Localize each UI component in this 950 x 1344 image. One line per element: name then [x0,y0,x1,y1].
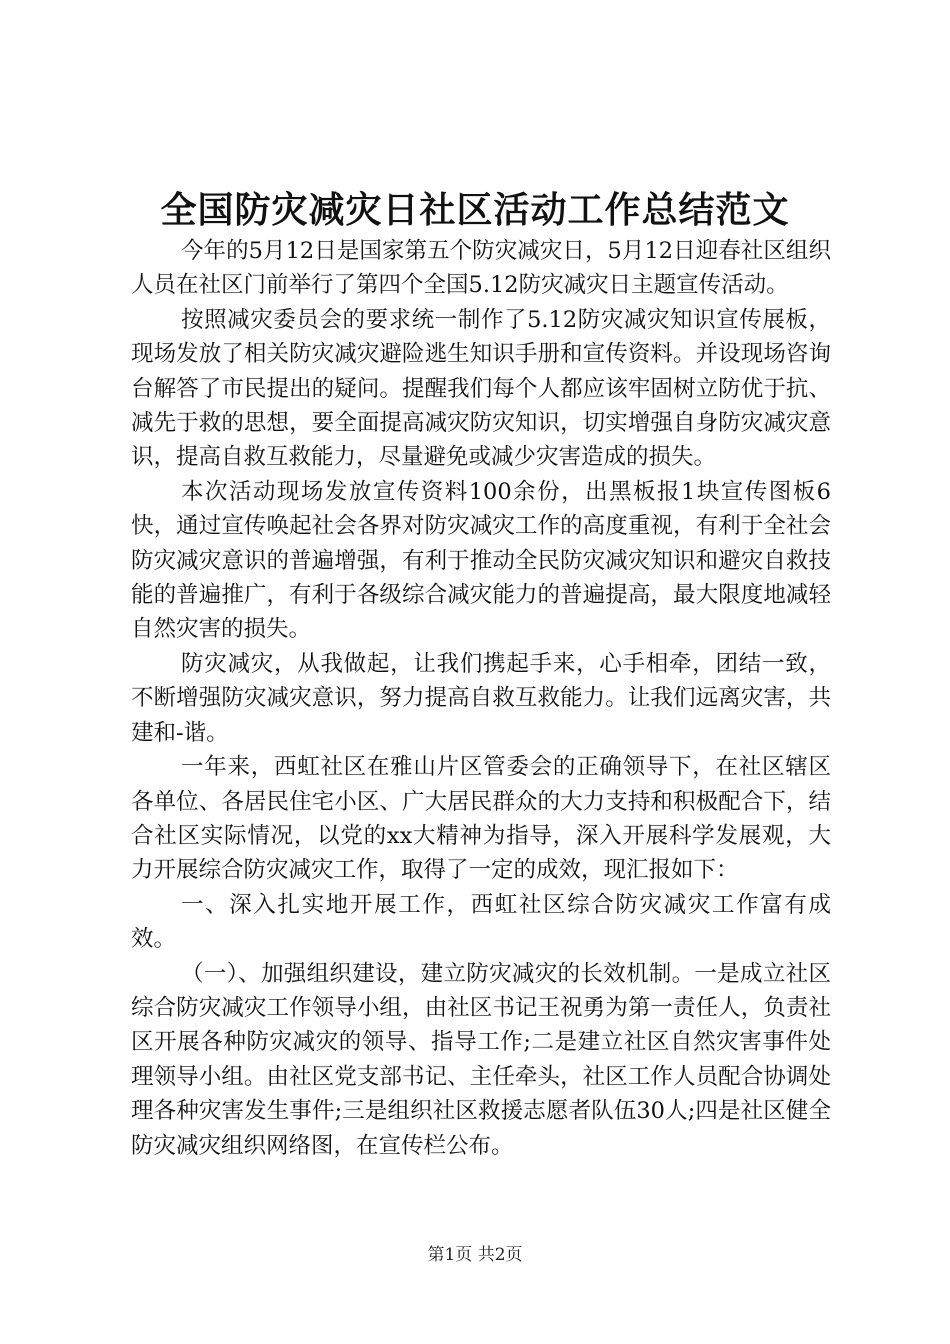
document-title: 全国防灾减灾日社区活动工作总结范文 [160,189,790,231]
paragraph-6: 一、深入扎实地开展工作，西虹社区综合防灾减灾工作富有成效。 [131,891,831,953]
paragraph-3: 本次活动现场发放宣传资料100余份，出黑板报1块宣传图板6快，通过宣传唤起社会各界对防灾减灾工作的高度重视，有利于全社会防灾减灾意识的普遍增强，有利于推动全民防灾减灾知识和避灾自救技能的普遍推广，有利于各级综合减灾能力的普遍提高，最大限度地减轻自然灾害的损失。 [131,478,831,643]
page-number-footer: 第1页 共2页 [427,1245,523,1265]
paragraph-7: （一）、加强组织建设，建立防灾减灾的长效机制。一是成立社区综合防灾减灾工作领导小组，由社区书记王祝勇为第一责任人，负责社区开展各种防灾减灾的领导、指导工作;二是建立社区自然灾害事件处理领导小组。由社区党支部书记、主任牵头，社区工作人员配合协调处理各种灾害发生事件;三是组织社区救援志愿者队伍30人;四是社区健全防灾减灾组织网络图，在宣传栏公布。 [131,960,831,1159]
paragraph-5: 一年来，西虹社区在雅山片区管委会的正确领导下，在社区辖区各单位、各居民住宅小区、广大居民群众的大力支持和积极配合下，结合社区实际情况，以党的xx大精神为指导，深入开展科学发展观，大力开展综合防灾减灾工作，取得了一定的成效，现汇报如下： [131,754,831,884]
paragraph-1: 今年的5月12日是国家第五个防灾减灾日，5月12日迎春社区组织人员在社区门前举行了第四个全国5.12防灾减灾日主题宣传活动。 [131,238,831,299]
document-body [131,234,831,1163]
paragraph-4: 防灾减灾，从我做起，让我们携起手来，心手相牵，团结一致，不断增强防灾减灾意识，努力提高自救互救能力。让我们远离灾害，共建和-谐。 [131,650,831,746]
paragraph-2: 按照减灾委员会的要求统一制作了5.12防灾减灾知识宣传展板，现场发放了相关防灾减灾避险逃生知识手册和宣传资料。并设现场咨询台解答了市民提出的疑问。提醒我们每个人都应该牢固树立防优于抗、减先于救的思想，要全面提高减灾防灾知识，切实增强自身防灾减灾意识，提高自救互救能力，尽量避免或减少灾害造成的损失。 [131,306,831,471]
